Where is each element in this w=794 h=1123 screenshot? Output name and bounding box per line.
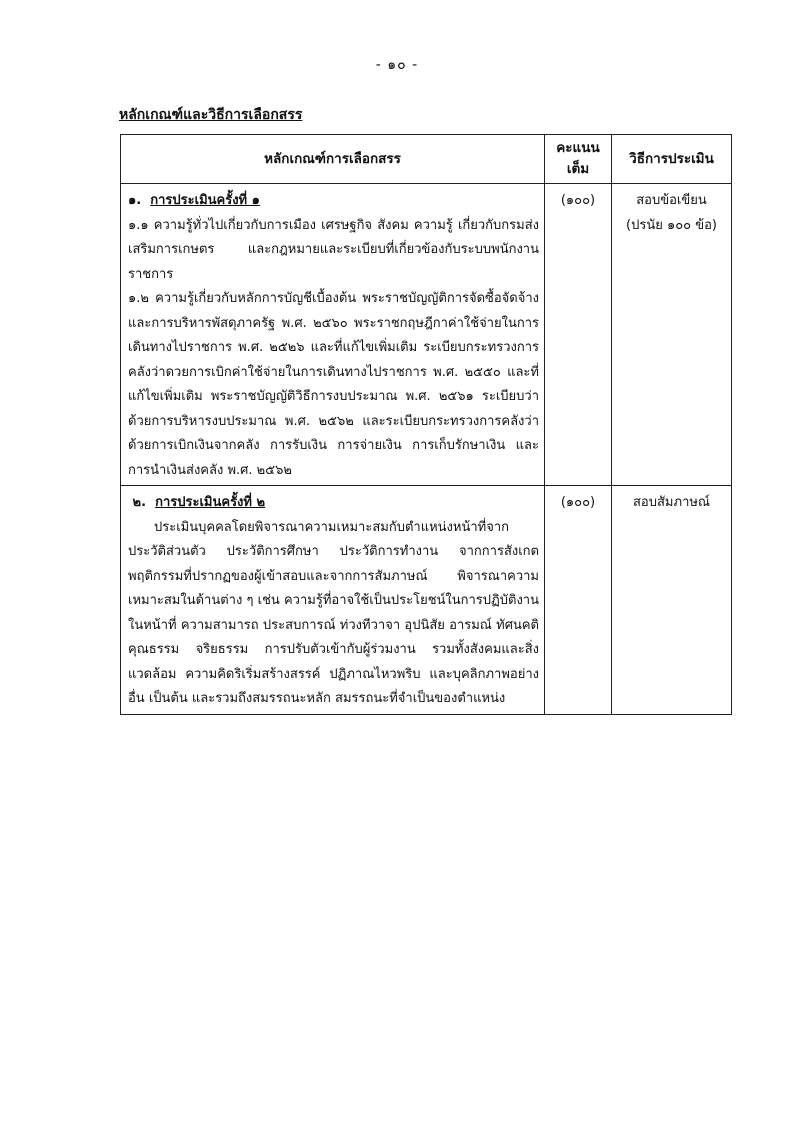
header-score-line2: เต็ม [566, 161, 590, 177]
round-1-method-line2: (ปรนัย ๑๐๐ ข้อ) [626, 217, 717, 233]
round-2-title: การประเมินครั้งที่ ๒ [155, 495, 266, 510]
table-header-row [121, 135, 732, 184]
round-1-method [612, 184, 732, 486]
round-2-method [612, 486, 732, 715]
round-2-score: (๑๐๐) [545, 486, 612, 715]
round-2-criteria [121, 486, 545, 715]
round-2-heading [128, 491, 539, 516]
round-1-score: (๑๐๐) [545, 184, 612, 486]
round-1-number: ๑. [128, 193, 142, 208]
header-method: วิธีการประเมิน [612, 135, 732, 184]
round-1-item-2: ๑.๒ ความรู้เกี่ยวกับหลักการบัญชีเบื้องต้น พระราชบัญญัติการจัดซื้อจัดจ้างและการบริหารพัสดุภาครัฐ พ.ศ. ๒๕๖๐ พระราชกฤษฎีกาค่าใช้จ่ายในการเดินทางไปราชการ พ.ศ. ๒๕๒๖ และที่แก้ไขเพิ่มเติม ระเบียบกระทรวงการคลังว่าดวยการเบิกค่าใช้จ่ายในการเดินทางไปราชการ พ.ศ. ๒๕๕๐ และที่แก้ไขเพิ่มเติม พระราชบัญญัติวิธีการงบประมาณ พ.ศ. ๒๕๖๑ ระเบียบว่าด้วยการบริหารงบประมาณ พ.ศ. ๒๕๖๒ และระเบียบกระทรวงการคลังว่าด้วยการเบิกเงินจากคลัง การรับเงิน การจ่ายเงิน การเก็บรักษาเงิน และการนำเงินส่งคลัง พ.ศ. ๒๕๖๒ [128, 291, 539, 478]
round-2-item-1: ประเมินบุคคลโดยพิจารณาความเหมาะสมกับตำแหน่งหน้าที่จากประวัติส่วนตัว ประวัติการศึกษา ประวัติการทำงาน จากการสังเกตพฤติกรรมที่ปรากฏของผู้เข้าสอบและจากการสัมภาษณ์ พิจารณาความเหมาะสมในด้านต่าง ๆ เช่น ความรู้ที่อาจใช้เป็นประโยชน์ในการปฏิบัติงานในหน้าที่ ความสามารถ ประสบการณ์ ท่วงทีวาจา อุปนิสัย อารมณ์ ทัศนคติ คุณธรรม จริยธรรม การปรับตัวเข้ากับผู้ร่วมงาน รวมทั้งสังคมและสิ่งแวดล้อม ความคิดริเริ่มสร้างสรรค์ ปฏิภาณไหวพริบ และบุคลิกภาพอย่างอื่น เป็นต้น และรวมถึงสมรรถนะหลัก สมรรถนะที่จำเป็นของตำแหน่ง [128, 519, 539, 706]
round-2-number: ๒. [132, 495, 147, 510]
table-row [121, 184, 732, 486]
round-1-criteria [121, 184, 545, 486]
criteria-table [120, 134, 732, 715]
section-title: หลักเกณฑ์และวิธีการเลือกสรร [119, 107, 303, 123]
round-2-method-line1: สอบสัมภาษณ์ [633, 495, 710, 510]
header-score-line1: คะแนน [556, 140, 600, 156]
round-1-item-1: ๑.๑ ความรู้ทั่วไปเกี่ยวกับการเมือง เศรษฐกิจ สังคม ความรู้ เกี่ยวกับกรมส่งเสริมการเกษตร และกฎหมายและระเบียบที่เกี่ยวข้องกับระบบพนักงานราชการ [128, 217, 539, 282]
round-1-method-line1: สอบข้อเขียน [636, 193, 707, 208]
table-row [121, 486, 732, 715]
round-1-heading [128, 189, 539, 214]
header-score [545, 135, 612, 184]
page-number: - ๑๐ - [375, 57, 419, 73]
round-1-title: การประเมินครั้งที่ ๑ [150, 193, 260, 208]
header-criteria: หลักเกณฑ์การเลือกสรร [121, 135, 545, 184]
